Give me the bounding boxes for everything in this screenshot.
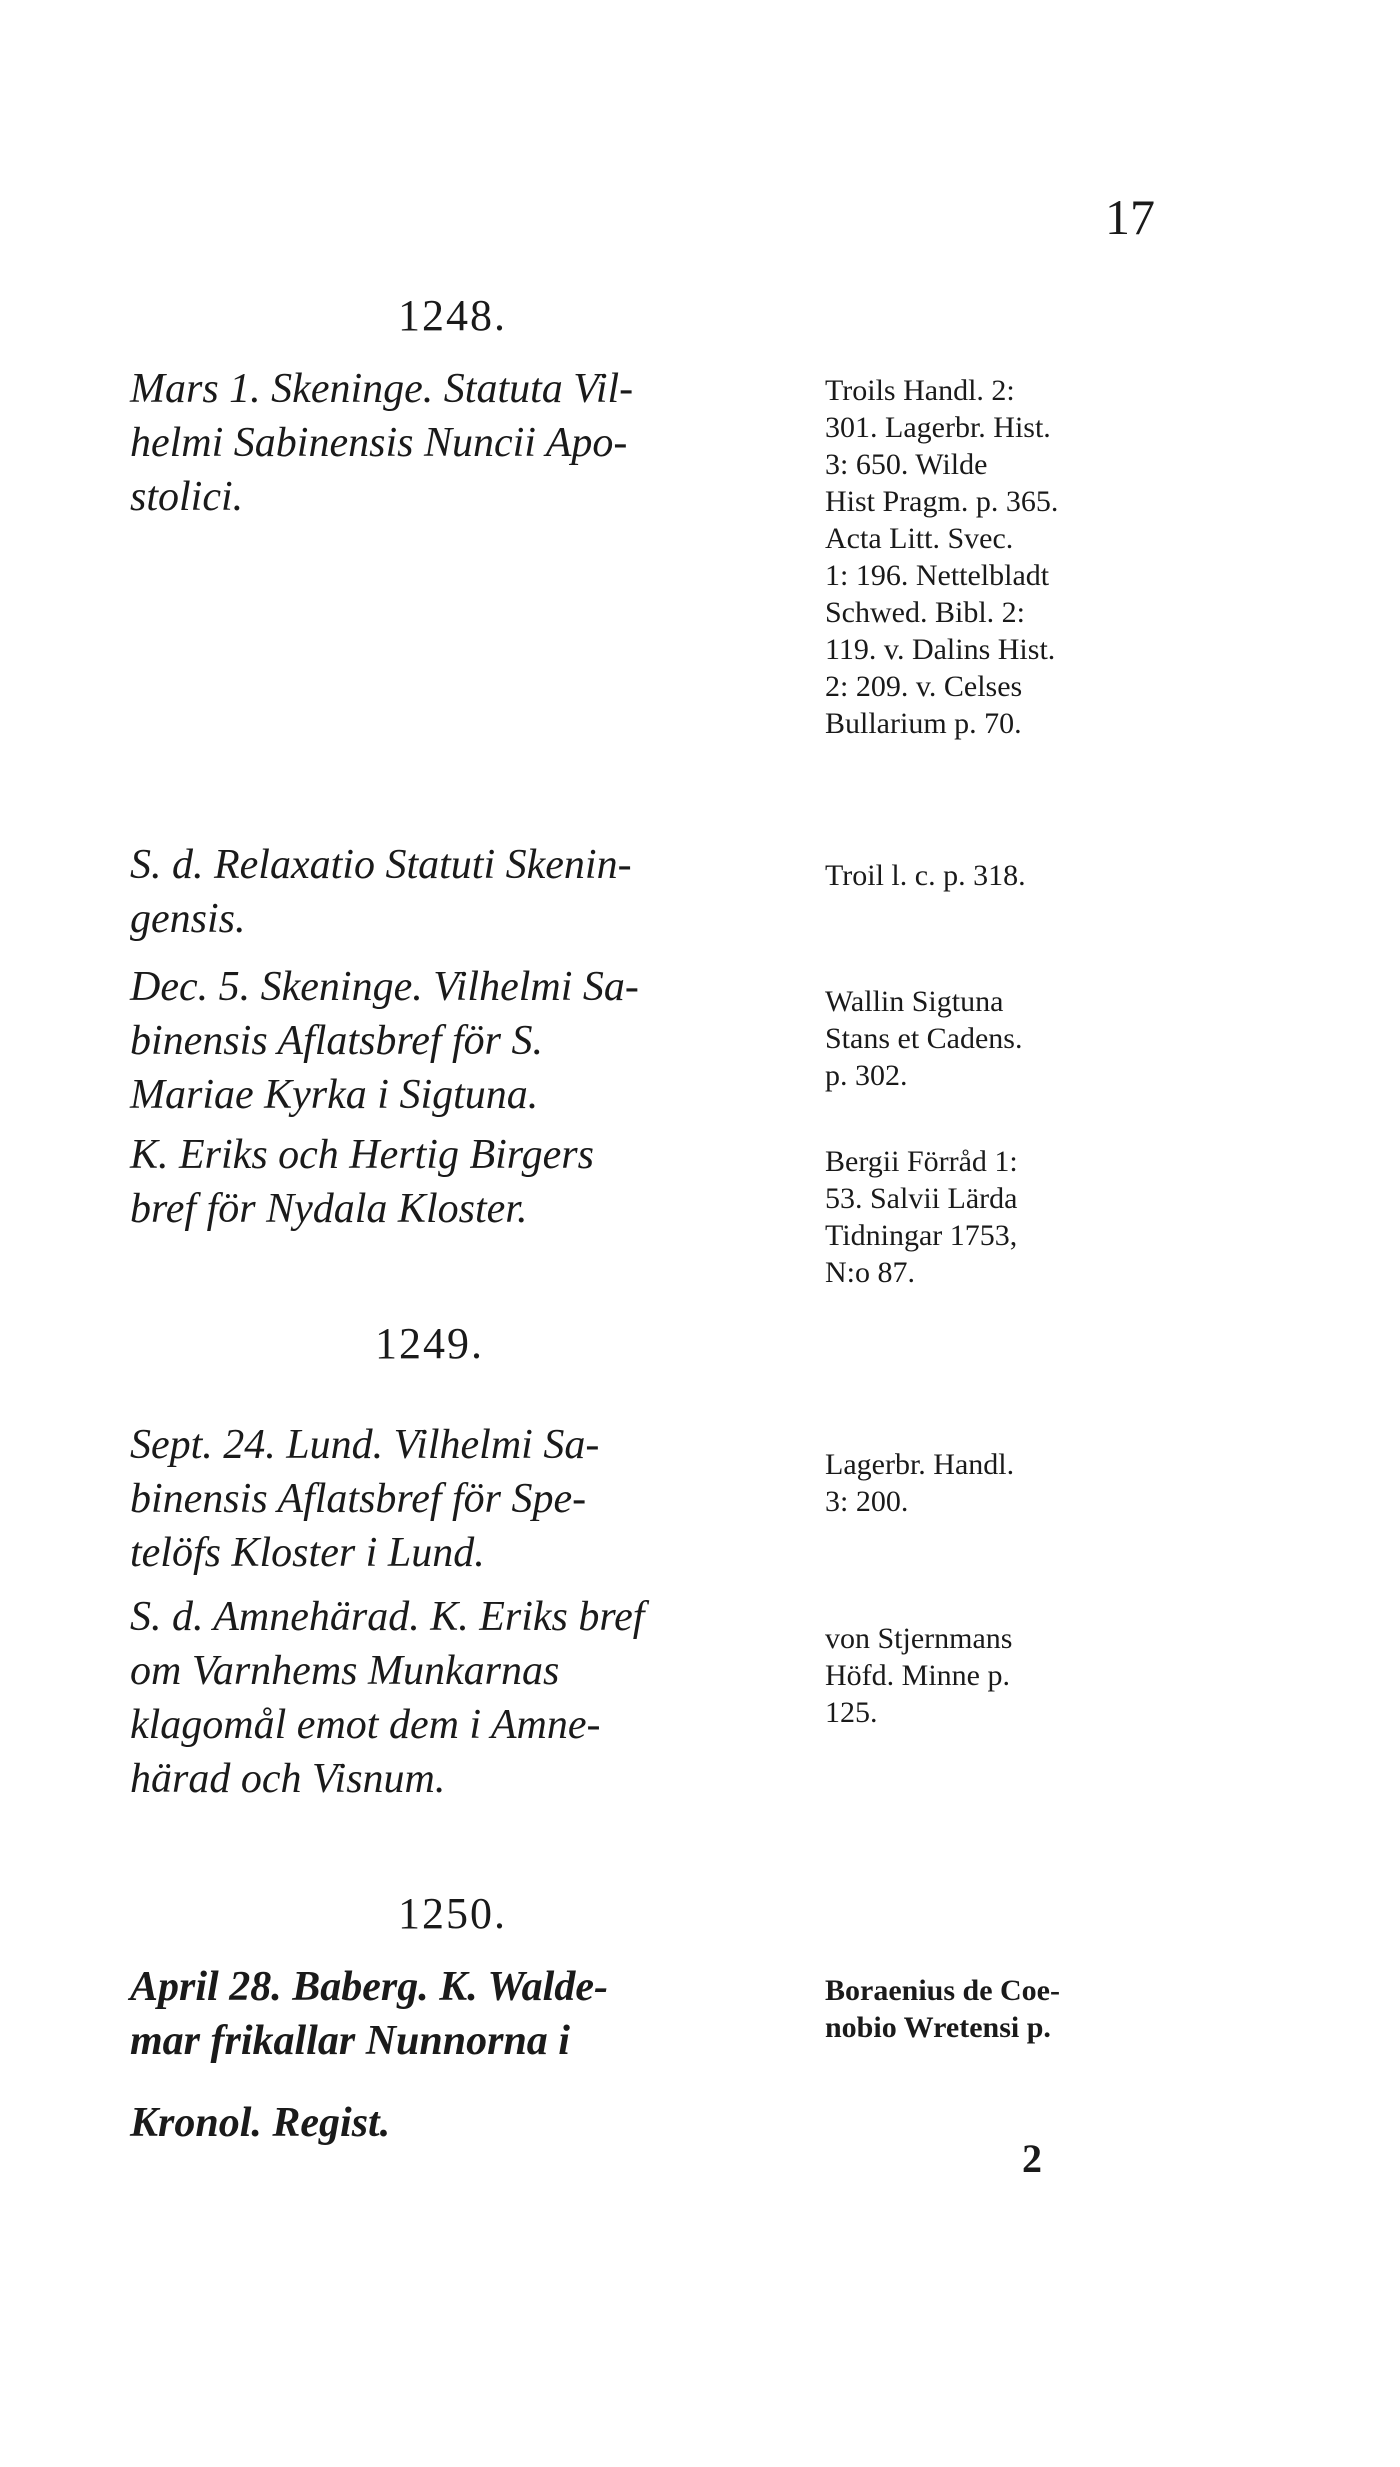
year-heading: 1249. — [375, 1319, 484, 1368]
source-line: N:o 87. — [825, 1256, 915, 1289]
source-line: 53. Salvii Lärda — [825, 1182, 1018, 1215]
signature-mark: 2 — [1022, 2136, 1042, 2181]
entry-line: härad och Visnum. — [130, 1756, 446, 1802]
entry-line: mar frikallar Nunnorna i — [130, 2018, 570, 2064]
entry-line: klagomål emot dem i Amne- — [130, 1702, 601, 1748]
entry-line: Kronol. Regist. — [130, 2100, 391, 2146]
entry-line: S. d. Amnehärad. K. Eriks bref — [130, 1594, 645, 1640]
source-line: Tidningar 1753, — [825, 1219, 1018, 1252]
entry-line: helmi Sabinensis Nuncii Apo- — [130, 420, 628, 466]
source-reference — [825, 857, 1155, 894]
entry-line: telöfs Kloster i Lund. — [130, 1530, 485, 1576]
source-line: 3: 200. — [825, 1485, 909, 1518]
source-reference — [825, 1446, 1155, 1520]
entry-text — [130, 960, 810, 1122]
source-line: Bullarium p. 70. — [825, 707, 1022, 740]
source-line: Acta Litt. Svec. — [825, 522, 1014, 555]
entry-text — [130, 838, 810, 946]
source-line: Wallin Sigtuna — [825, 985, 1004, 1018]
entry-text — [130, 1590, 810, 1806]
year-heading: 1248. — [398, 291, 507, 340]
source-line: Lagerbr. Handl. — [825, 1448, 1015, 1481]
source-line: 125. — [825, 1696, 878, 1729]
entry-line: Mars 1. Skeninge. Statuta Vil- — [130, 366, 634, 412]
source-line: Schwed. Bibl. 2: — [825, 596, 1025, 629]
entry-line: Dec. 5. Skeninge. Vilhelmi Sa- — [130, 964, 639, 1010]
source-reference — [825, 983, 1155, 1094]
source-line: von Stjernmans — [825, 1622, 1013, 1655]
source-line: Höfd. Minne p. — [825, 1659, 1010, 1692]
year-heading: 1250. — [398, 1889, 507, 1938]
source-line: 1: 196. Nettelbladt — [825, 559, 1050, 592]
entry-line: binensis Aflatsbref för S. — [130, 1018, 544, 1064]
source-line: 119. v. Dalins Hist. — [825, 633, 1056, 666]
entry-text — [130, 362, 810, 524]
source-line: Boraenius de Coe- — [825, 1974, 1060, 2007]
entry-text — [130, 1960, 810, 2150]
entry-line: stolici. — [130, 474, 244, 520]
entry-line: Mariae Kyrka i Sigtuna. — [130, 1072, 539, 1118]
entry-line: binensis Aflatsbref för Spe- — [130, 1476, 587, 1522]
source-line: Hist Pragm. p. 365. — [825, 485, 1059, 518]
source-reference — [825, 372, 1155, 742]
entry-text — [130, 1418, 810, 1580]
source-reference — [825, 1143, 1155, 1291]
source-reference — [825, 1972, 1155, 2046]
entry-line: gensis. — [130, 896, 246, 942]
source-line: nobio Wretensi p. — [825, 2011, 1051, 2044]
source-line: p. 302. — [825, 1059, 908, 1092]
source-line: 3: 650. Wilde — [825, 448, 988, 481]
entry-line: om Varnhems Munkarnas — [130, 1648, 560, 1694]
source-line: Troil l. c. p. 318. — [825, 859, 1026, 892]
source-reference — [825, 1620, 1155, 1731]
source-line: 2: 209. v. Celses — [825, 670, 1023, 703]
entry-line: April 28. Baberg. K. Walde- — [130, 1964, 608, 2010]
page-number: 17 — [1105, 189, 1155, 245]
source-line: Troils Handl. 2: — [825, 374, 1015, 407]
entry-line: Sept. 24. Lund. Vilhelmi Sa- — [130, 1422, 600, 1468]
source-line: Bergii Förråd 1: — [825, 1145, 1018, 1178]
entry-line: K. Eriks och Hertig Birgers — [130, 1132, 594, 1178]
source-line: 301. Lagerbr. Hist. — [825, 411, 1051, 444]
entry-line: bref för Nydala Kloster. — [130, 1186, 528, 1232]
entry-text — [130, 1128, 810, 1236]
entry-line: S. d. Relaxatio Statuti Skenin- — [130, 842, 632, 888]
source-line: Stans et Cadens. — [825, 1022, 1023, 1055]
